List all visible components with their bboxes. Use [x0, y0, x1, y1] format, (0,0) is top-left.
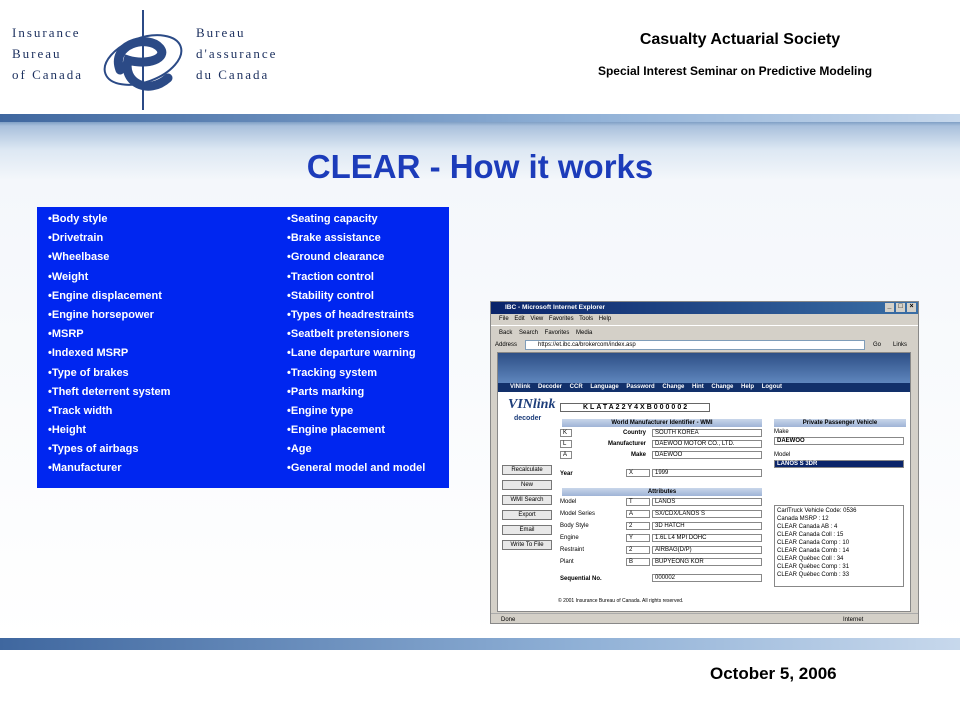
logo-line: du Canada — [196, 67, 270, 82]
clear-code-item: CLEAR Canada Comb : 14 — [777, 548, 850, 554]
web-page — [497, 352, 911, 612]
menu-bar[interactable]: File Edit View Favorites Tools Help — [499, 316, 612, 322]
attribute-select[interactable]: 1.6L L4 MPI DOHC — [652, 534, 762, 542]
action-button[interactable]: WMI Search — [502, 495, 552, 505]
status-text: Done — [501, 617, 516, 623]
feature-item: •Indexed MSRP — [48, 347, 129, 360]
feature-item: •General model and model — [287, 462, 426, 475]
attribute-code: A — [626, 510, 650, 518]
wmi-label: Manufacturer — [607, 441, 646, 447]
feature-item: •Body style — [48, 213, 108, 225]
wmi-label: Country — [623, 430, 646, 436]
feature-item: •MSRP — [48, 328, 84, 341]
address-label: Address — [495, 342, 518, 348]
model-list[interactable]: LANOS S 3DR — [774, 460, 904, 468]
feature-item: •Drivetrain — [48, 232, 104, 245]
feature-item: •Types of headrestraints — [287, 308, 415, 321]
clear-code-item: CLEAR Canada Coll : 15 — [777, 532, 844, 538]
vinlink-logo-sub: decoder — [514, 415, 542, 422]
logo-line: of Canada — [12, 67, 84, 82]
year-label: Year — [560, 471, 573, 477]
wmi-header: World Manufacturer Identifier - WMI — [562, 419, 762, 427]
window-title: IBC - Microsoft Internet Explorer — [505, 304, 606, 311]
model-label: Model — [774, 452, 791, 458]
vin-input[interactable]: KLATA22Y4XB000002 — [560, 403, 710, 412]
logo-line: d'assurance — [196, 46, 278, 61]
feature-item: •Engine horsepower — [48, 308, 154, 321]
links-label[interactable]: Links — [893, 342, 908, 348]
slide-title: CLEAR - How it works — [306, 148, 654, 185]
logo-text-left — [12, 22, 83, 85]
action-button[interactable]: Export — [502, 510, 552, 520]
top-divider — [0, 114, 960, 122]
clear-code-item: CLEAR Québec Coll : 34 — [777, 556, 844, 562]
wmi-value: SOUTH KOREA — [652, 429, 762, 437]
feature-list-box — [37, 207, 449, 488]
society-name: Casualty Actuarial Society — [639, 31, 841, 48]
ibc-banner — [498, 353, 910, 383]
feature-item: •Seatbelt pretensioners — [287, 328, 410, 341]
clear-code-item: CLEAR Québec Comp : 31 — [777, 564, 850, 570]
sequential-label: Sequential No. — [560, 576, 602, 582]
site-nav[interactable]: VINlink Decoder CCR Language Password Change Hint Change Help Logout — [498, 383, 910, 392]
logo-line: Bureau — [12, 46, 62, 61]
vinlink-logo: VINlink — [508, 397, 556, 412]
status-bar — [491, 613, 918, 624]
attribute-select[interactable]: SX/CDX/LANOS S — [652, 510, 762, 518]
attributes-header: Attributes — [562, 488, 762, 496]
attribute-select[interactable]: AIRBAG(D/P) — [652, 546, 762, 554]
clear-codes-list[interactable] — [774, 505, 904, 587]
attribute-code: 2 — [626, 546, 650, 554]
seminar-name: Special Interest Seminar on Predictive Modeling — [597, 64, 873, 78]
feature-item: •Engine placement — [287, 424, 385, 437]
zone-text: Internet — [843, 617, 864, 623]
ibc-logo-icon — [88, 4, 198, 116]
browser-toolbar[interactable]: Back Search Favorites Media — [491, 325, 918, 339]
attribute-select[interactable]: BUPYEONG KOR — [652, 558, 762, 566]
feature-item: •Parts marking — [287, 385, 365, 398]
feature-item: •Lane departure warning — [287, 347, 416, 360]
close-icon[interactable]: × — [907, 303, 916, 312]
attribute-code: 2 — [626, 522, 650, 530]
logo-line: Bureau — [196, 25, 246, 40]
clear-code-item: CLEAR Canada AB : 4 — [777, 524, 838, 530]
clear-code-item: Canada MSRP : 12 — [777, 516, 829, 522]
bottom-divider — [0, 638, 960, 650]
feature-item: •Traction control — [287, 270, 374, 283]
copyright: © 2001 Insurance Bureau of Canada. All rights reserved. — [558, 598, 684, 604]
make-label: Make — [774, 429, 789, 435]
window-title-bar — [491, 302, 918, 314]
attribute-select[interactable]: 3D HATCH — [652, 522, 762, 530]
attribute-code: T — [626, 498, 650, 506]
clear-code-item: CarlTruck Vehicle Code: 0536 — [777, 508, 857, 514]
clear-code-item: CLEAR Québec Comb : 33 — [777, 572, 850, 578]
wmi-value: DAEWOO MOTOR CO., LTD. — [652, 440, 762, 448]
action-button[interactable]: Recalculate — [502, 465, 552, 475]
logo-line: Insurance — [12, 25, 81, 40]
action-button[interactable]: Email — [502, 525, 552, 535]
browser-window — [490, 301, 919, 624]
feature-column-right — [287, 212, 425, 481]
logo-text-right — [196, 22, 277, 85]
wmi-code: L — [560, 440, 572, 448]
wmi-code: K — [560, 429, 572, 437]
wmi-code: A — [560, 451, 572, 459]
feature-item: •Types of airbags — [48, 443, 139, 456]
feature-item: •Manufacturer — [48, 462, 122, 475]
address-bar — [491, 339, 918, 351]
attribute-label: Body Style — [560, 523, 589, 529]
action-button[interactable]: Write To File — [502, 540, 552, 550]
attribute-label: Model Series — [560, 511, 596, 517]
feature-item: •Stability control — [287, 289, 374, 302]
feature-item: •Engine displacement — [48, 289, 162, 302]
feature-item: •Wheelbase — [48, 251, 110, 264]
feature-item: •Age — [287, 443, 312, 456]
feature-item: •Weight — [48, 270, 89, 283]
feature-item: •Type of brakes — [48, 366, 129, 379]
feature-item: •Seating capacity — [287, 213, 378, 225]
feature-column-left — [48, 212, 170, 481]
attribute-label: Restraint — [560, 547, 585, 553]
wmi-label: Make — [630, 452, 646, 458]
attribute-label: Plant — [560, 559, 574, 565]
feature-item: •Height — [48, 424, 87, 437]
feature-item: •Tracking system — [287, 366, 378, 379]
sequential-value: 000002 — [652, 574, 762, 582]
attribute-label: Engine — [560, 535, 579, 541]
minimize-icon[interactable]: _ — [885, 303, 894, 312]
go-button[interactable]: Go — [873, 342, 882, 348]
attribute-select[interactable]: LANOS — [652, 498, 762, 506]
feature-item: •Theft deterrent system — [48, 385, 171, 398]
year-code: X — [626, 469, 650, 477]
address-input[interactable]: https://et.ibc.ca/brokercom/index.asp — [525, 340, 865, 350]
action-button[interactable]: New — [502, 480, 552, 490]
feature-item: •Brake assistance — [287, 232, 381, 245]
clear-code-item: CLEAR Canada Comp : 10 — [777, 540, 850, 546]
attribute-code: Y — [626, 534, 650, 542]
feature-item: •Ground clearance — [287, 251, 385, 264]
attribute-label: Model — [560, 499, 577, 505]
wmi-value: DAEWOO — [652, 451, 762, 459]
ppv-header: Private Passenger Vehicle — [774, 419, 906, 427]
feature-item: •Engine type — [287, 404, 354, 417]
feature-item: •Track width — [48, 404, 113, 417]
slide-date: October 5, 2006 — [710, 664, 837, 683]
make-list[interactable]: DAEWOO — [774, 437, 904, 445]
year-select[interactable]: 1999 — [652, 469, 762, 477]
attribute-code: B — [626, 558, 650, 566]
maximize-icon[interactable]: □ — [896, 303, 905, 312]
